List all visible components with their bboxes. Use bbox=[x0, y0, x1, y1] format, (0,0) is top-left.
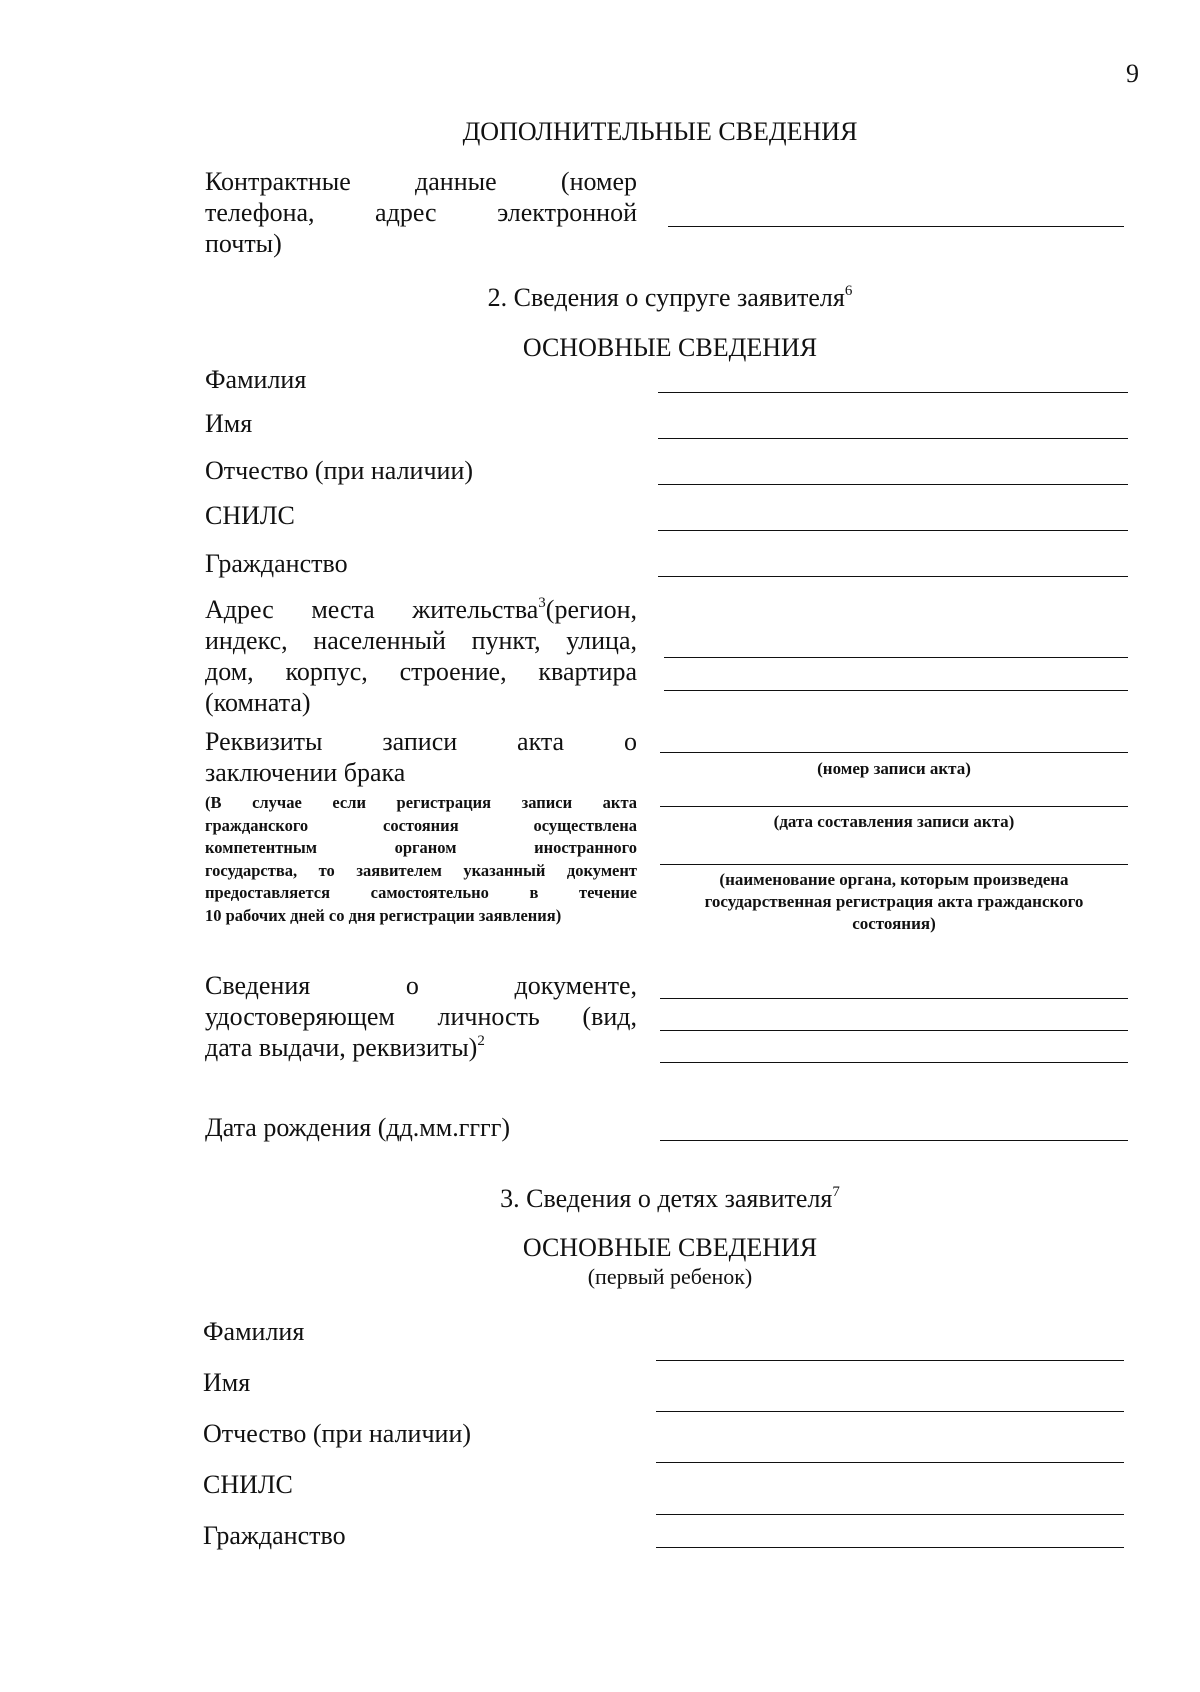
spouse-citizenship-field[interactable] bbox=[658, 576, 1128, 577]
children-heading: ОСНОВНЫЕ СВЕДЕНИЯ bbox=[522, 1233, 818, 1262]
marriage-record-number-field[interactable] bbox=[660, 752, 1128, 753]
marriage-note-line3: компетентным органом иностранного bbox=[205, 838, 637, 857]
spouse-snils-field[interactable] bbox=[658, 530, 1128, 531]
marriage-note-line4: государства, то заявителем указанный документ bbox=[205, 860, 637, 880]
spouse-heading: ОСНОВНЫЕ СВЕДЕНИЯ bbox=[522, 333, 818, 362]
spouse-address-line2: индекс, населенный пункт, улица, bbox=[205, 626, 637, 655]
marriage-authority-field[interactable] bbox=[660, 864, 1128, 865]
spouse-address-line1: Адрес места жительства$^3$(регион, bbox=[205, 595, 637, 624]
page-number: 9 bbox=[1126, 59, 1139, 88]
spouse-surname-field[interactable] bbox=[658, 392, 1128, 393]
spouse-address-field-2[interactable] bbox=[664, 690, 1128, 691]
spouse-marriage-note bbox=[205, 792, 637, 927]
spouse-name-label: Имя bbox=[205, 409, 253, 438]
child-snils-label: СНИЛС bbox=[203, 1470, 293, 1499]
children-subheading: (первый ребенок) bbox=[587, 1264, 753, 1289]
contacts-label-line1: Контрактные данные (номер bbox=[205, 167, 637, 196]
spouse-citizenship-label: Гражданство bbox=[205, 549, 348, 578]
additional-heading: ДОПОЛНИТЕЛЬНЫЕ СВЕДЕНИЯ bbox=[462, 117, 858, 146]
spouse-marriage-line2: заключении брака bbox=[205, 758, 406, 787]
spouse-marriage-label bbox=[205, 726, 637, 788]
id-doc-line1: Сведения о документе, bbox=[205, 971, 637, 1000]
child-name-field[interactable] bbox=[656, 1411, 1124, 1412]
spouse-section-title: 2. Сведения о супруге заявителя$^6$ bbox=[487, 283, 853, 312]
spouse-snils-label: СНИЛС bbox=[205, 501, 295, 530]
child-citizenship-label: Гражданство bbox=[203, 1521, 346, 1550]
spouse-address-label bbox=[205, 594, 637, 718]
child-patronymic-field[interactable] bbox=[656, 1462, 1124, 1463]
marriage-record-date-field[interactable] bbox=[660, 806, 1128, 807]
spouse-address-field-1[interactable] bbox=[664, 657, 1128, 658]
authority-caption-line1: (наименование органа, которым произведена bbox=[719, 870, 1069, 889]
contacts-label-line2: телефона, адрес электронной bbox=[205, 198, 637, 227]
spouse-id-doc-field-2[interactable] bbox=[660, 1030, 1128, 1031]
id-doc-line2: удостоверяющем личность (вид, bbox=[205, 1002, 637, 1031]
child-citizenship-field[interactable] bbox=[656, 1547, 1124, 1548]
spouse-address-line4: (комната) bbox=[205, 688, 311, 717]
marriage-authority-caption bbox=[660, 869, 1128, 935]
footnote-ref-3: 3 bbox=[538, 595, 546, 611]
marriage-record-date-caption: (дата составления записи акта) bbox=[773, 812, 1015, 831]
spouse-id-doc-field-3[interactable] bbox=[660, 1062, 1128, 1063]
spouse-address-line3: дом, корпус, строение, квартира bbox=[205, 657, 637, 686]
authority-caption-line2: государственная регистрация акта гражданского bbox=[704, 892, 1084, 911]
children-section-title: 3. Сведения о детях заявителя$^7$ bbox=[500, 1184, 840, 1213]
footnote-ref-6: 6 bbox=[844, 283, 853, 299]
spouse-id-doc-label bbox=[205, 970, 637, 1063]
contacts-label-line3: почты) bbox=[205, 229, 282, 258]
contacts-label bbox=[205, 166, 637, 259]
child-patronymic-label: Отчество (при наличии) bbox=[203, 1419, 472, 1448]
child-surname-label: Фамилия bbox=[203, 1317, 305, 1346]
marriage-note-line6: 10 рабочих дней со дня регистрации заявления) bbox=[205, 905, 562, 925]
authority-caption-line3: состояния) bbox=[852, 914, 936, 933]
child-surname-field[interactable] bbox=[656, 1360, 1124, 1361]
id-doc-line3: дата выдачи, реквизиты)$^2$ bbox=[205, 1033, 485, 1062]
marriage-note-line5: предоставляется самостоятельно в течение bbox=[205, 883, 637, 902]
contacts-field[interactable] bbox=[668, 226, 1124, 227]
spouse-name-field[interactable] bbox=[658, 438, 1128, 439]
marriage-note-line1: (В случае если регистрация записи акта bbox=[205, 793, 637, 812]
marriage-record-number-caption: (номер записи акта) bbox=[817, 759, 971, 778]
marriage-note-line2: гражданского состояния осуществлена bbox=[205, 815, 637, 835]
child-name-label: Имя bbox=[203, 1368, 251, 1397]
spouse-patronymic-label: Отчество (при наличии) bbox=[205, 456, 474, 485]
child-snils-field[interactable] bbox=[656, 1514, 1124, 1515]
spouse-birth-date-field[interactable] bbox=[660, 1140, 1128, 1141]
spouse-marriage-line1: Реквизиты записи акта о bbox=[205, 727, 637, 756]
footnote-ref-7: 7 bbox=[832, 1184, 840, 1200]
spouse-surname-label: Фамилия bbox=[205, 365, 307, 394]
spouse-id-doc-field-1[interactable] bbox=[660, 998, 1128, 999]
spouse-birth-date-label: Дата рождения (дд.мм.гггг) bbox=[205, 1113, 511, 1142]
footnote-ref-2: 2 bbox=[477, 1033, 485, 1049]
spouse-patronymic-field[interactable] bbox=[658, 484, 1128, 485]
